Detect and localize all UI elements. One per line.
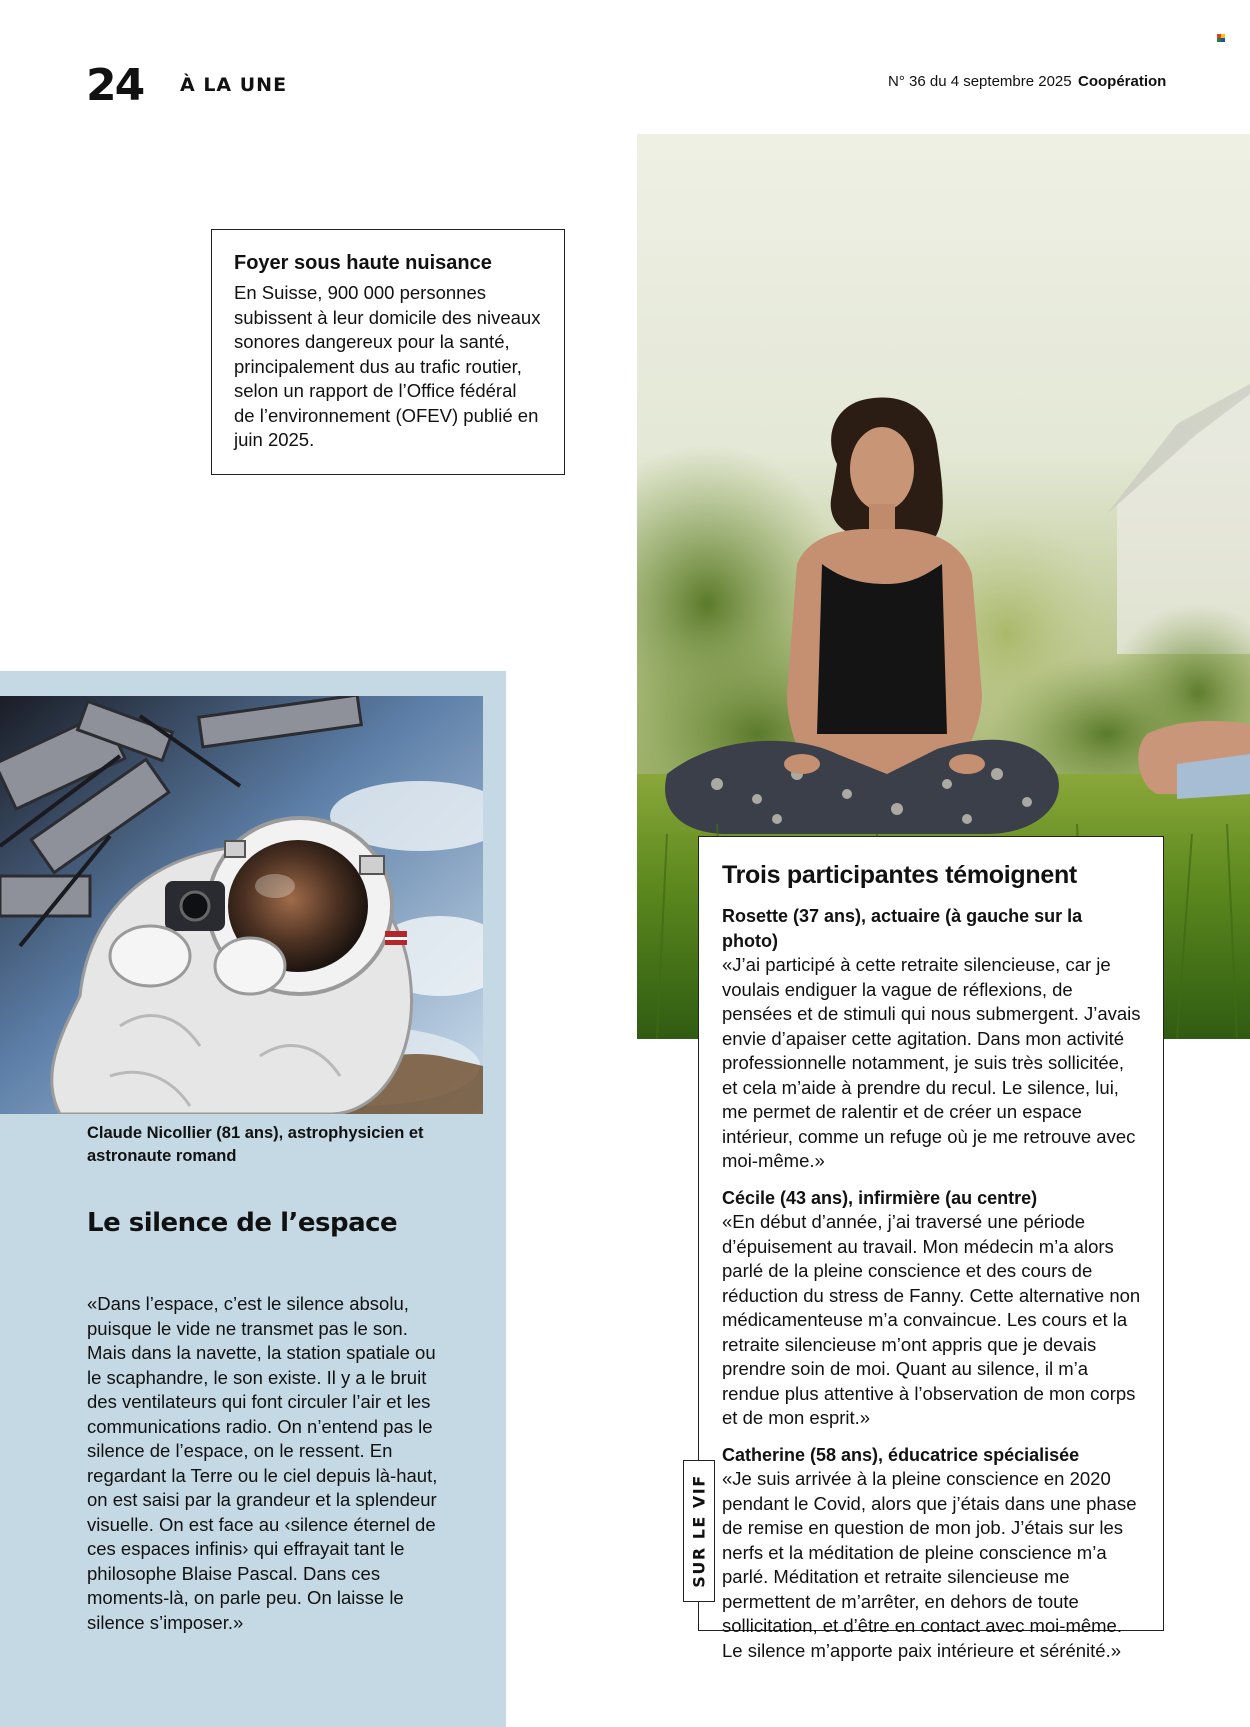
- testimony-item: [722, 1186, 1141, 1431]
- testimonies-box: [698, 836, 1164, 1661]
- info-box-title: Foyer sous haute nuisance: [234, 252, 492, 274]
- space-article-text: «Dans l’espace, c’est le silence absolu, puisque le vide ne transmet pas le son. Mais dans la navette, la station spatiale ou le scaphandre, le son existe. Il y a le bruit des ventilateurs qui font circuler l’air et les communications radio. On n’entend pas le silence de l’espace, on le ressent. En regardant la Terre ou le ciel depuis là-haut, on est saisi par la grandeur et la splendeur visuelle. On est face au ‹silence éternel de ces espaces infinis› qui effrayait tant le philosophe Blaise Pascal. Dans ces moments-là, on parle peu. On laisse le silence s’imposer.»: [87, 1293, 438, 1633]
- magazine-brand: Coopération: [1078, 73, 1167, 90]
- info-box: [211, 229, 565, 475]
- issue-date: N° 36 du 4 septembre 2025: [888, 73, 1072, 90]
- testimony-text: «J’ai participé à cette retraite silencieuse, car je voulais endiguer la vague de réflexions, de pensées et de stimuli qui nous submergent. J’avais envie d’apaiser cette agitation. Dans mon activité professionnelle notamment, je suis très sollicitée, et cela m’aide à prendre du recul. Le silence, lui, me permet de ralentir et de créer un espace intérieur, comme un refuge où je me retrouve avec moi-même.»: [722, 954, 1141, 1171]
- testimony-text: «Je suis arrivée à la pleine conscience en 2020 pendant le Covid, alors que j’étais dans une phase de remise en question de mon job. J’étais sur les nerfs et la méditation de pleine conscience m’a parlé. Méditation et retraite silencieuse me permettent de m’arrêter, en dehors de toute sollicitation, et d’être en contact avec moi-même. Le silence m’apporte paix intérieure et sérénité.»: [722, 1468, 1137, 1661]
- section-title: À LA UNE: [180, 74, 288, 96]
- page-number: 24: [86, 60, 144, 111]
- testimony-item: [722, 1443, 1141, 1664]
- photo-caption: Claude Nicollier (81 ans), astrophysicien et astronaute romand: [87, 1124, 424, 1165]
- testimony-name: Catherine (58 ans), éducatrice spécialisée: [722, 1444, 1080, 1465]
- astronaut-photo: [0, 696, 483, 1114]
- sur-le-vif-label: [683, 1460, 715, 1602]
- color-registration-mark: [1217, 34, 1225, 42]
- space-article-title: Le silence de l’espace: [87, 1208, 398, 1238]
- testimony-item: [722, 904, 1141, 1174]
- testimony-name: Cécile (43 ans), infirmière (au centre): [722, 1187, 1038, 1208]
- testimony-text: «En début d’année, j’ai traversé une période d’épuisement au travail. Mon médecin m’a alors parlé de la pleine conscience et des cours de réduction du stress de Fanny. Cette alternative non médicamenteuse m’a convaincue. Les cours et la retraite silencieuse m’ont appris que je devais prendre soin de moi. Quant au silence, il m’a rendue plus attentive à l’observation de mon corps et de mon esprit.»: [722, 1211, 1141, 1428]
- testimony-name: Rosette (37 ans), actuaire (à gauche sur la photo): [722, 906, 1083, 951]
- side-label-text: SUR LE VIF: [689, 1474, 709, 1588]
- info-box-text: En Suisse, 900 000 personnes subissent à leur domicile des niveaux sonores dangereux pour la santé, principalement dus au trafic routier, selon un rapport de l’Office fédéral de l’environnement (OFEV) publié en juin 2025.: [234, 282, 541, 450]
- testimonies-title: Trois participantes témoignent: [722, 861, 1077, 889]
